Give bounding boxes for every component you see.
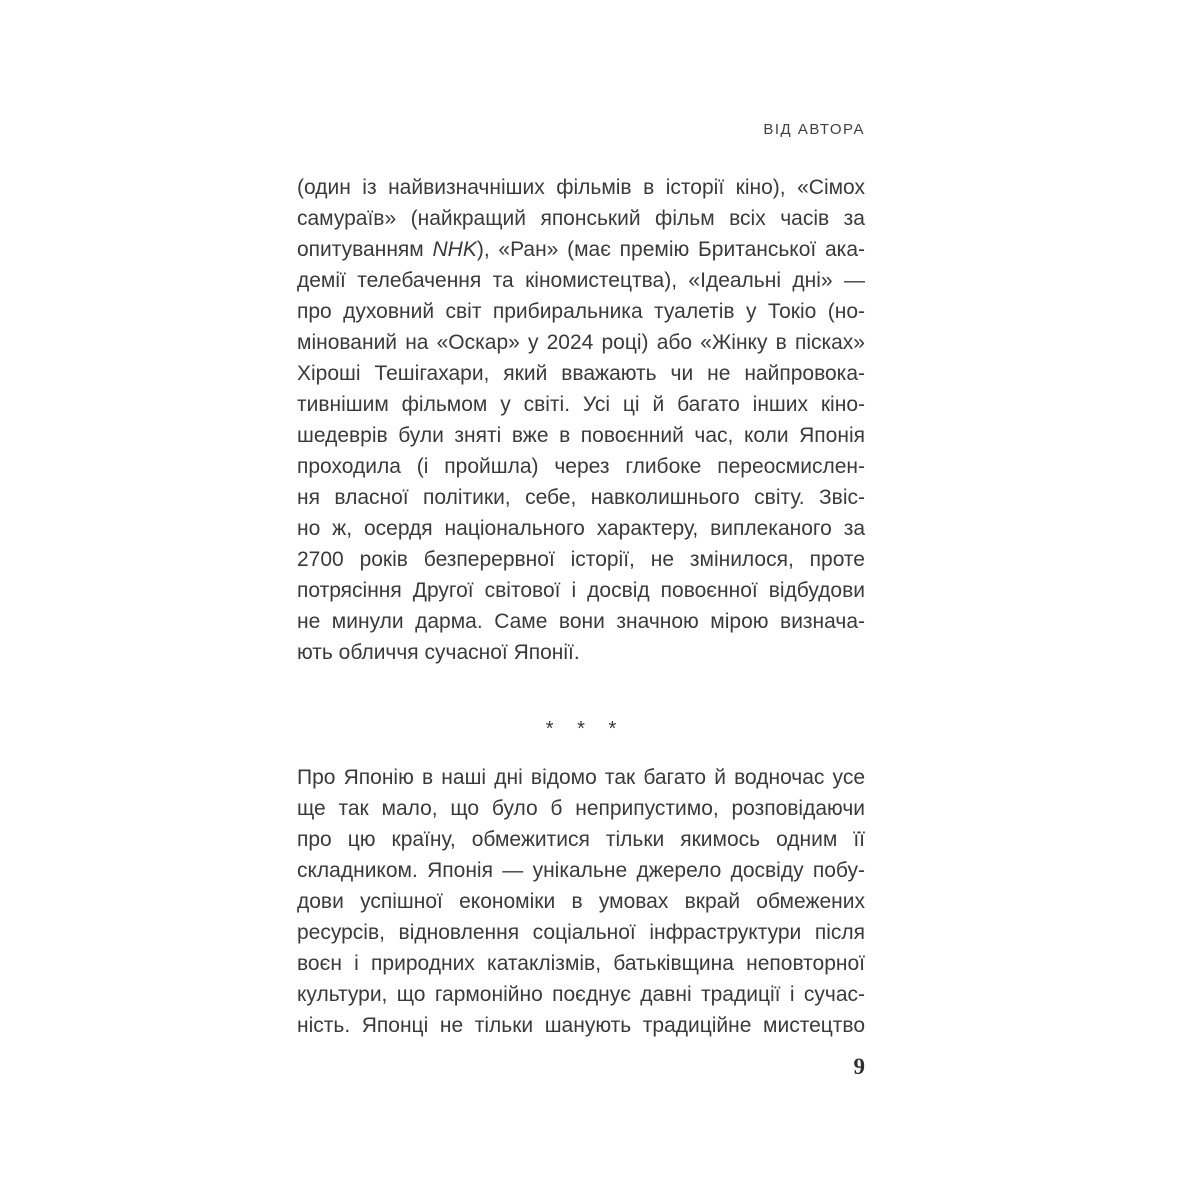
text-line: Про Японію в наші дні відомо так багато й водночас усе [297, 766, 865, 789]
text-line: проходила (і пройшла) через глибоке переосмислен- [297, 455, 865, 478]
text-line: демії телебачення та кіномистецтва), «Ідеальні дні» — [297, 269, 865, 292]
text-line: ють обличчя сучасної Японії. [297, 641, 580, 664]
text-line: потрясіння Другої світової і досвід повоєнної відбудови [297, 579, 865, 602]
text-line: опитуванням NHK), «Ран» (має премію Британської ака- [297, 238, 865, 261]
text-line: не минули дарма. Саме вони значною мірою визнача- [297, 610, 865, 633]
text-line: (один із найвизначніших фільмів в історії кіно), «Сімох [297, 176, 865, 199]
text-line: но ж, осердя національного характеру, виплеканого за [297, 517, 865, 540]
text-line: 2700 років безперервної історії, не змінилося, проте [297, 548, 865, 571]
page-number: 9 [853, 1054, 865, 1079]
text-line: ня власної політики, себе, навколишнього світу. Звіс- [297, 486, 865, 509]
running-head: ВІД АВТОРА [763, 121, 865, 138]
text-line: ще так мало, що було б неприпустимо, розповідаючи [297, 797, 865, 820]
text-line: складником. Японія — унікальне джерело досвіду побу- [297, 859, 865, 882]
text-line: шедеврів були зняті вже в повоєнний час, коли Японія [297, 424, 865, 447]
text-line: Хіроші Тешігахари, який вважають чи не найпровока- [297, 362, 865, 385]
text-line: тивнішим фільмом у світі. Усі ці й багато інших кіно- [297, 393, 865, 416]
paragraph-2 [297, 762, 865, 1041]
text-line: культури, що гармонійно поєднує давні традиції і сучас- [297, 983, 865, 1006]
paragraph-1 [297, 172, 865, 668]
text-line: ресурсів, відновлення соціальної інфраструктури після [297, 921, 865, 944]
text-line: про духовний світ прибиральника туалетів у Токіо (но- [297, 300, 865, 323]
text-line: дови успішної економіки в умовах вкрай обмежених [297, 890, 865, 913]
text-line: самураїв» (найкращий японський фільм всіх часів за [297, 207, 865, 230]
text-line: ність. Японці не тільки шанують традиційне мистецтво [297, 1014, 865, 1037]
section-separator: * * * [545, 718, 626, 740]
text-line: воєн і природних катаклізмів, батьківщина неповторної [297, 952, 865, 975]
text-line: мінований на «Оскар» у 2024 році) або «Жінку в пісках» [297, 331, 865, 354]
text-line: про цю країну, обмежитися тільки якимось одним її [297, 828, 865, 851]
